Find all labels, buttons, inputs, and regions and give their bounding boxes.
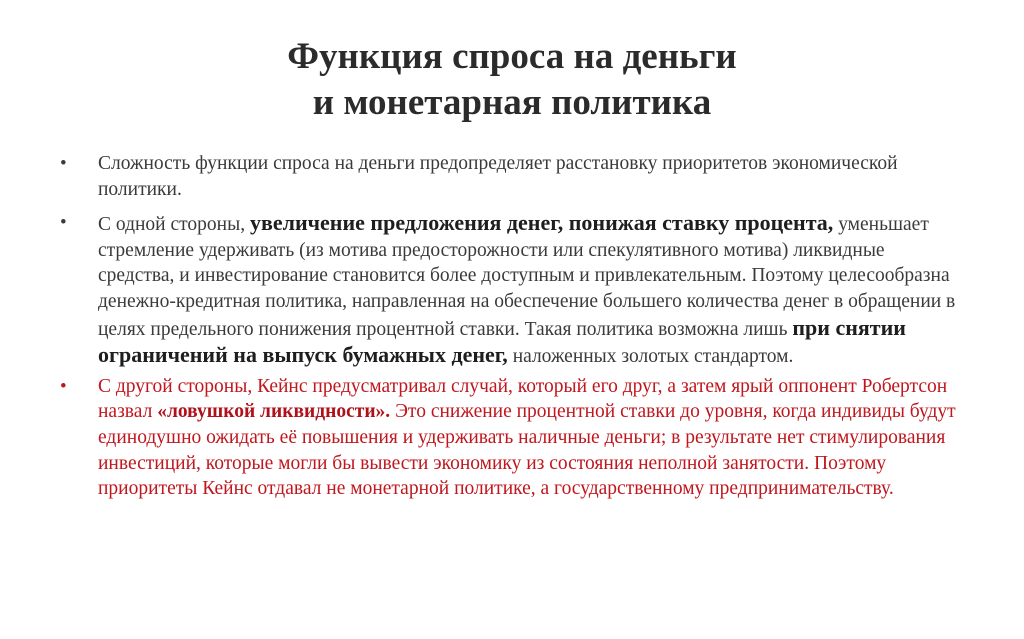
- bullet-3-emphasis-liquidity-trap: «ловушкой ликвидности».: [157, 401, 391, 423]
- bullet-2-emphasis-paper-money: при снятии ограничений на выпуск бумажных денег,: [98, 314, 906, 368]
- bullet-item-3: [60, 374, 960, 502]
- bullet-2-middle: уменьшает стремление удерживать (из мотива предосторожности или спекулятивного мотива) ликвидные средства, и инвестирование становится более доступным и привлекательным. Поэтому целесообразна денежно-кредитная политика, направленная на обеспечение большего количества денег в обращении в целях предельного понижения процентной ставки. Такая политика возможна лишь: [98, 214, 956, 340]
- bullet-list: [60, 151, 960, 502]
- bullet-marker: •: [60, 153, 67, 174]
- slide-title: [0, 34, 1024, 126]
- title-line-2: и монетарная политика: [312, 82, 712, 123]
- bullet-2-end: наложенных золотых стандартом.: [507, 346, 794, 368]
- bullet-3-intro: С другой стороны, Кейнс предусматривал случай, который его друг, а затем ярый оппонент Робертсон назвал: [98, 375, 948, 423]
- bullet-3-end: Это снижение процентной ставки до уровня, когда индивиды будут единодушно ожидать её повышения и удерживать наличные деньги; в результате нет стимулирования инвестиций, которые могли бы вывести экономику из состояния неполной занятости. Поэтому приоритеты Кейнс отдавал не монетарной политике, а государственному предпринимательству.: [98, 401, 956, 500]
- bullet-item-2: [60, 210, 960, 370]
- bullet-1-text: Сложность функции спроса на деньги предопределяет расстановку приоритетов экономической политики.: [98, 153, 898, 200]
- bullet-2-intro: С одной стороны,: [98, 214, 250, 236]
- bullet-marker: •: [60, 375, 67, 397]
- title-line-1: Функция спроса на деньги: [287, 36, 737, 77]
- bullet-2-emphasis-money-supply: увеличение предложения денег, понижая ставку процента,: [249, 210, 834, 236]
- bullet-item-1: [60, 151, 960, 202]
- bullet-marker: •: [60, 212, 67, 234]
